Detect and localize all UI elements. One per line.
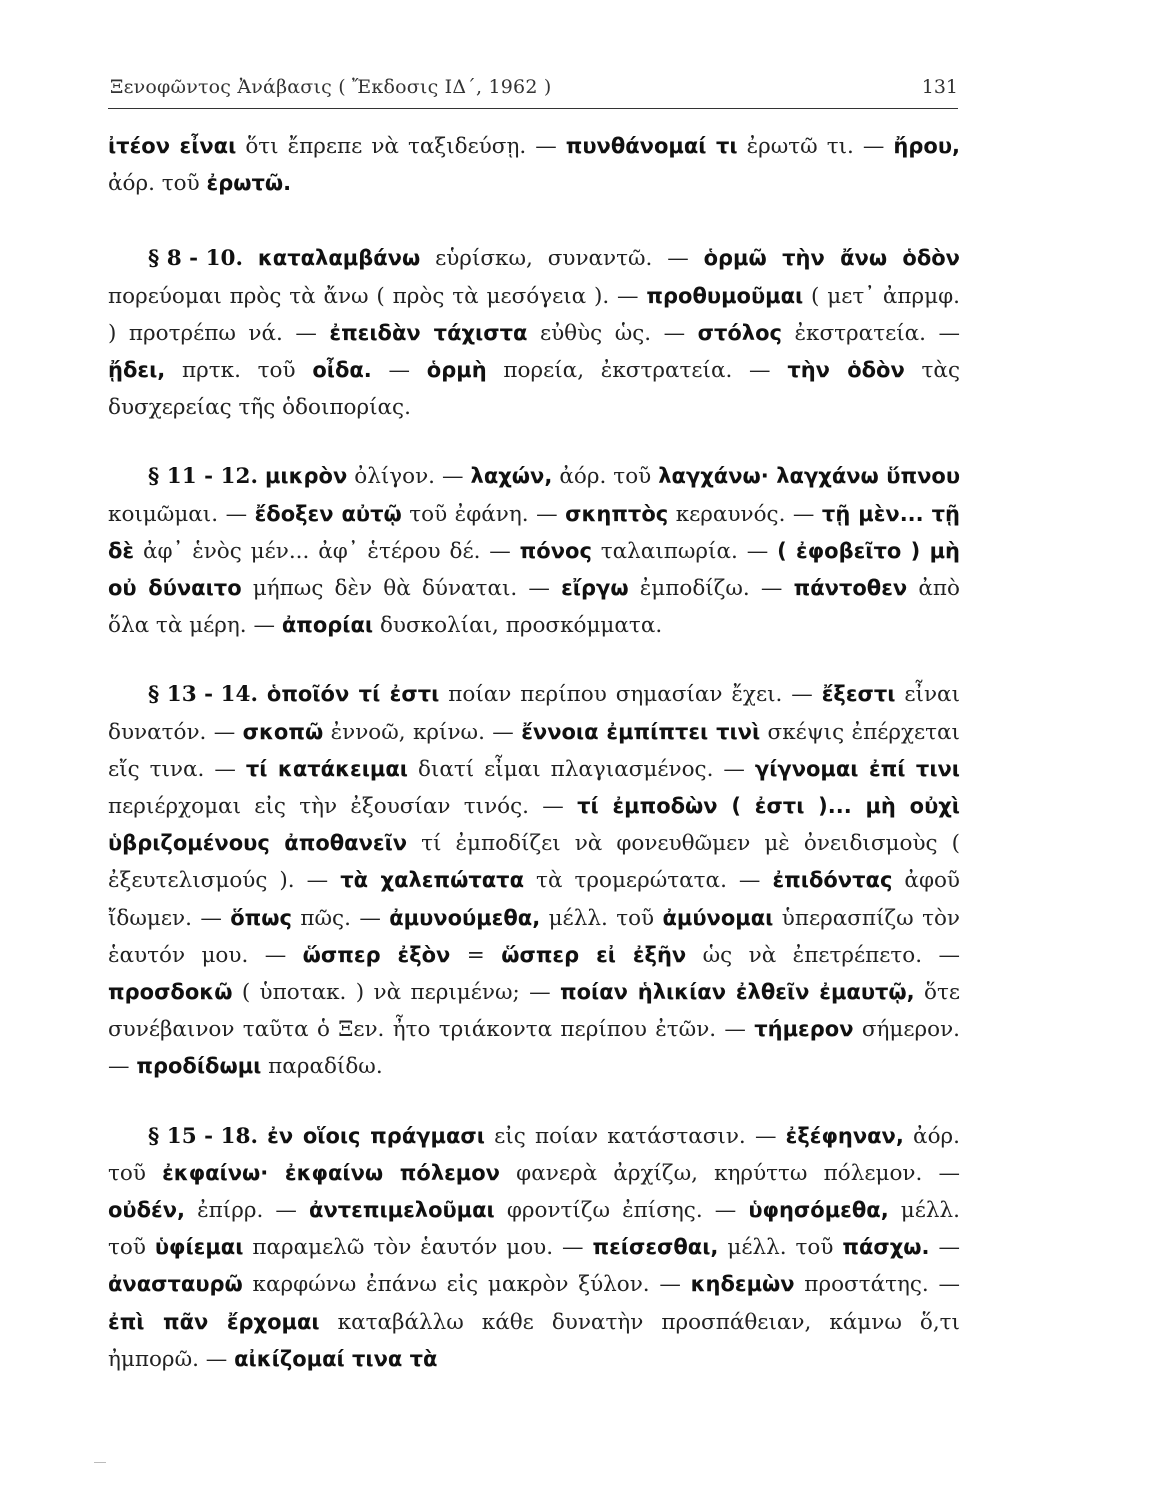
gloss-text: ἐπίρρ. — <box>185 1198 310 1224</box>
gloss-text: περιέρχομαι εἰς τὴν ἐξουσίαν τινός. — <box>108 794 578 820</box>
gloss-text: φανερὰ ἀρχίζω, κηρύττω πόλεμον. — <box>500 1160 960 1186</box>
gloss-text: εἶναι δυνατόν. — <box>108 682 960 745</box>
section-number: § 8 - 10. <box>148 246 243 272</box>
gloss-text: σκέψις ἐπέρχεται εἴς τινα. — <box>108 719 960 782</box>
headword: ἔδοξεν αὐτῷ <box>254 501 402 526</box>
glossary-paragraph <box>108 128 960 202</box>
gloss-text: καρφώνω ἐπάνω εἰς μακρὸν ξύλον. — <box>242 1272 691 1298</box>
glossary-paragraph <box>108 676 960 1085</box>
gloss-text: τὰ τρομερώτατα. — <box>524 868 773 894</box>
headword: ἐπὶ πᾶν ἔρχομαι <box>108 1309 320 1334</box>
headword: σκοπῶ <box>242 719 324 744</box>
headword: πάσχω. <box>842 1235 930 1260</box>
gloss-text: ἐρωτῶ τι. — <box>737 134 894 159</box>
headword: ὅπως <box>230 905 292 930</box>
gloss-text: — <box>929 1235 960 1261</box>
gloss-text: καταβάλλω κάθε δυνατὴν προσπάθειαν, κάμνω ὅ,τι ἠμπορῶ. — <box>108 1309 960 1372</box>
document-body <box>108 128 960 1410</box>
headword: ᾔδει, <box>108 358 166 383</box>
headword: λαγχάνω· λαγχάνω ὕπνου <box>658 464 960 489</box>
headword: ἀμυνούμεθα, <box>389 905 541 930</box>
headword: προσδοκῶ <box>108 980 233 1005</box>
headword: κηδεμὼν <box>690 1272 795 1297</box>
gloss-text: ὡς νὰ ἐπετρέπετο. — <box>686 942 961 968</box>
gloss-text: ἀφ᾽ ἑνὸς μέν... ἀφ᾽ ἑτέρου δέ. — <box>134 538 520 564</box>
headword: πάντοθεν <box>793 576 908 601</box>
gloss-text: διατί εἶμαι πλαγιασμένος. — <box>407 756 755 782</box>
gloss-text: ποίαν περίπου σημασίαν ἔχει. — <box>439 682 822 708</box>
headword: ὁποῖόν τί ἐστι <box>266 682 440 707</box>
gloss-text: ταλαιπωρία. — <box>591 538 778 564</box>
gloss-text: ὀλίγον. — <box>347 464 471 490</box>
header-title: Ξενοφῶντος Ἀνάβασις ( Ἔκδοσις ΙΔ´, 1962 ) <box>110 76 552 98</box>
gloss-text: εἰς ποίαν κατάστασιν. — <box>484 1123 786 1149</box>
section-number: § 15 - 18. <box>148 1123 258 1149</box>
gloss-text: πορεία, ἐκστρατεία. — <box>486 358 788 384</box>
gloss-text: ( ὑποτακ. ) νὰ περιμένω; — <box>232 980 560 1006</box>
page-number: 131 <box>921 76 958 98</box>
gloss-text: ὑπερασπίζω τὸν ἑαυτόν μου. — <box>108 905 960 968</box>
headword: ἀμύνομαι <box>662 905 774 930</box>
section-number: § 13 - 14. <box>148 682 258 708</box>
headword: ἔξεστι <box>821 682 896 707</box>
gloss-text: = <box>450 942 502 968</box>
gloss-text: φροντίζω ἐπίσης. — <box>494 1198 749 1224</box>
gloss-text: τοῦ ἐφάνη. — <box>401 501 566 527</box>
gloss-text: μέλλ. τοῦ <box>718 1235 843 1261</box>
headword: ἀντεπιμελοῦμαι <box>309 1198 495 1223</box>
gloss-text: κεραυνός. — <box>668 501 822 527</box>
glossary-paragraph <box>108 240 960 426</box>
gloss-text: ἀόρ. τοῦ <box>108 171 207 197</box>
gloss-text: μέλλ. τοῦ <box>540 905 663 931</box>
headword: ἐρωτῶ. <box>206 171 292 196</box>
headword: ἐν οἵοις πράγμασι <box>267 1123 485 1148</box>
headword: τὰ χαλεπώτατα <box>340 868 525 893</box>
gloss-text: ἐκστρατεία. — <box>781 320 961 346</box>
gloss-text: τὰς δυσχερείας τῆς ὁδοιπορίας. <box>108 358 960 421</box>
gloss-text: ἀόρ. τοῦ <box>552 464 659 490</box>
headword: τήμερον <box>754 1017 854 1042</box>
headword: ἀνασταυρῶ <box>108 1272 243 1297</box>
gloss-text: μέλλ. τοῦ <box>108 1198 960 1261</box>
headword: ὑφησόμεθα, <box>748 1198 889 1223</box>
headword: μικρὸν <box>264 464 348 489</box>
gloss-text: ἀόρ. τοῦ <box>108 1123 960 1186</box>
gloss-text: ὅτε συνέβαινον ταῦτα ὁ Ξεν. ἦτο τριάκοντα περίπου ἐτῶν. — <box>108 980 960 1043</box>
headword: πυνθάνομαί τι <box>565 134 738 158</box>
headword: ὥσπερ ἐξὸν <box>302 942 451 967</box>
gloss-text: προστάτης. — <box>794 1272 960 1298</box>
gloss-text: σήμερον. — <box>108 1017 960 1080</box>
gloss-text: ( μετ᾽ ἀπρμφ. ) προτρέπω νά. — <box>108 283 961 346</box>
headword: ( ἐφοβεῖτο ) μὴ οὐ δύναιτο <box>108 538 960 601</box>
gloss-text: πορεύομαι πρὸς τὰ ἄνω ( πρὸς τὰ μεσόγεια ). — <box>108 283 647 309</box>
headword: εἴργω <box>561 576 629 601</box>
headword: καταλαμβάνω <box>257 246 421 271</box>
gloss-text: ὅτι ἔπρεπε νὰ ταξιδεύσῃ. — <box>236 134 566 159</box>
headword: στόλος <box>697 320 782 345</box>
headword: ἰτέον εἶναι <box>108 134 237 158</box>
gloss-text: εὐθὺς ὡς. — <box>527 320 698 346</box>
gloss-text: ἐννοῶ, κρίνω. — <box>323 719 522 745</box>
headword: ἐξέφηναν, <box>785 1123 904 1148</box>
gloss-text: μήπως δὲν θὰ δύναται. — <box>241 576 562 602</box>
headword: ἤρου, <box>893 134 960 158</box>
headword: τὴν ὁδὸν <box>787 358 905 383</box>
gloss-text: πῶς. — <box>291 905 390 931</box>
headword: οἶδα. <box>312 358 372 383</box>
headword: αἰκίζομαί τινα τὰ <box>234 1346 438 1371</box>
gloss-text: παραμελῶ τὸν ἑαυτόν μου. — <box>243 1235 593 1261</box>
headword: οὐδέν, <box>108 1198 186 1223</box>
headword: πόνος <box>519 538 592 563</box>
headword: τί ἐμποδὼν ( ἐστι )... μὴ οὐχὶ ὑβριζομένους ἀποθανεῖν <box>108 794 960 856</box>
headword: ὑφίεμαι <box>154 1235 244 1260</box>
headword: πείσεσθαι, <box>592 1235 719 1260</box>
headword: ἐκφαίνω· ἐκφαίνω πόλεμον <box>162 1160 500 1185</box>
headword: τῇ μὲν... τῇ δὲ <box>108 501 960 563</box>
margin-mark <box>94 1462 106 1463</box>
gloss-text: κοιμῶμαι. — <box>108 501 255 527</box>
glossary-paragraph <box>108 458 960 644</box>
headword: ἀπορίαι <box>281 613 374 638</box>
gloss-text: παραδίδω. <box>261 1054 383 1080</box>
gloss-text: ἐμποδίζω. — <box>628 576 794 602</box>
gloss-text: τί ἐμποδίζει νὰ φονευθῶμεν μὲ ὀνειδισμοὺς ( ἐξευτελισμούς ). — <box>108 831 960 894</box>
headword: ἐπιδόντας <box>772 868 893 893</box>
headword: ἔννοια ἐμπίπτει τινὶ <box>521 719 761 744</box>
headword: σκηπτὸς <box>565 501 669 526</box>
running-header <box>108 72 958 109</box>
section-number: § 11 - 12. <box>148 464 258 490</box>
gloss-text: — <box>371 358 427 384</box>
headword: λαχών, <box>470 464 553 489</box>
headword: ὥσπερ εἰ ἐξῆν <box>501 942 687 967</box>
headword: προθυμοῦμαι <box>646 283 804 308</box>
gloss-text: πρτκ. τοῦ <box>165 358 313 384</box>
gloss-text: ἀφοῦ ἴδωμεν. — <box>108 868 961 931</box>
glossary-paragraph <box>108 1118 960 1378</box>
headword: ὁρμῶ τὴν ἄνω ὁδὸν <box>703 246 960 271</box>
headword: ὁρμὴ <box>426 358 487 383</box>
headword: γίγνομαι ἐπί τινι <box>754 756 960 781</box>
gloss-text: ἀπὸ ὅλα τὰ μέρη. — <box>108 576 960 639</box>
headword: τί κατάκειμαι <box>245 756 408 781</box>
headword: ἐπειδὰν τάχιστα <box>329 320 528 345</box>
headword: προδίδωμι <box>136 1054 262 1079</box>
headword: ποίαν ἡλικίαν ἐλθεῖν ἐμαυτῷ, <box>559 980 915 1005</box>
gloss-text: δυσκολίαι, προσκόμματα. <box>373 613 663 639</box>
gloss-text: εὑρίσκω, συναντῶ. — <box>420 246 704 272</box>
